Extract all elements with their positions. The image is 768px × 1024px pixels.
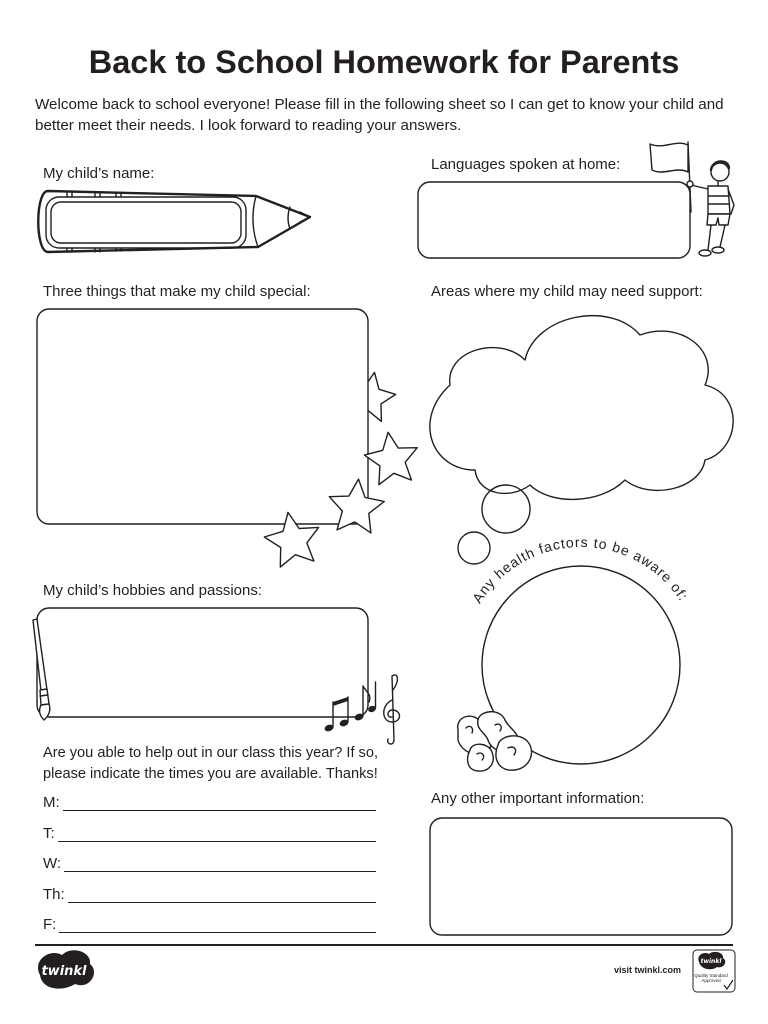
day-label-tuesday: T:	[43, 824, 55, 842]
music-notes-icon	[324, 675, 400, 744]
other-info-label: Any other important information:	[431, 790, 645, 807]
day-line-thursday	[68, 902, 376, 903]
thought-cloud-icon	[430, 316, 733, 564]
thought-bubble-large	[482, 485, 530, 533]
twinkl-logo-text: twinkl	[41, 964, 87, 979]
badge-line2: Approved	[701, 978, 721, 983]
intro-line-1: Welcome back to school everyone! Please fill in the following sheet so I can get to know your child and	[35, 96, 724, 113]
day-line-friday	[59, 932, 376, 933]
special-things-box	[37, 309, 368, 524]
health-label-text: Any health factors to be aware of:	[468, 533, 692, 606]
day-label-wednesday: W:	[43, 855, 62, 872]
day-row-thursday	[43, 886, 376, 904]
paintbrush-icon	[33, 619, 50, 720]
day-line-tuesday	[58, 841, 376, 842]
support-areas-label: Areas where my child may need support:	[431, 283, 703, 300]
help-question-line-1: Are you able to help out in our class this year? If so,	[43, 745, 379, 761]
beans-icon	[458, 712, 532, 771]
day-label-friday: F:	[43, 916, 57, 933]
hobbies-label: My child’s hobbies and passions:	[43, 582, 263, 599]
star-icon	[364, 432, 417, 484]
thought-bubble-small	[458, 532, 490, 564]
child-name-label: My child’s name:	[43, 165, 155, 182]
special-things-label: Three things that make my child special:	[43, 283, 311, 300]
other-info-box	[430, 818, 732, 935]
quality-badge	[693, 950, 735, 992]
languages-label: Languages spoken at home:	[431, 156, 621, 173]
day-row-wednesday	[43, 855, 376, 873]
day-row-tuesday	[43, 825, 376, 843]
badge-line1: Quality Standard	[694, 973, 728, 978]
day-label-monday: M:	[43, 794, 60, 811]
day-label-thursday: Th:	[43, 885, 65, 903]
health-label	[469, 534, 692, 606]
day-row-monday	[43, 794, 376, 812]
day-line-monday	[63, 810, 376, 811]
help-question-line-2: please indicate the times you are available. Thanks!	[43, 766, 378, 782]
visit-website-text: visit twinkl.com	[614, 965, 682, 975]
availability-days	[43, 794, 376, 934]
languages-box	[418, 182, 690, 258]
day-row-friday	[43, 916, 376, 934]
badge-logo-text: twinkl	[700, 958, 722, 965]
twinkl-logo	[38, 950, 94, 988]
pencil-icon	[38, 191, 310, 252]
page-title: Back to School Homework for Parents	[88, 44, 680, 80]
day-line-wednesday	[64, 871, 376, 872]
hobbies-box	[37, 608, 368, 717]
intro-line-2: better meet their needs. I look forward to reading your answers.	[35, 117, 462, 134]
boy-with-flag-icon	[650, 142, 734, 256]
